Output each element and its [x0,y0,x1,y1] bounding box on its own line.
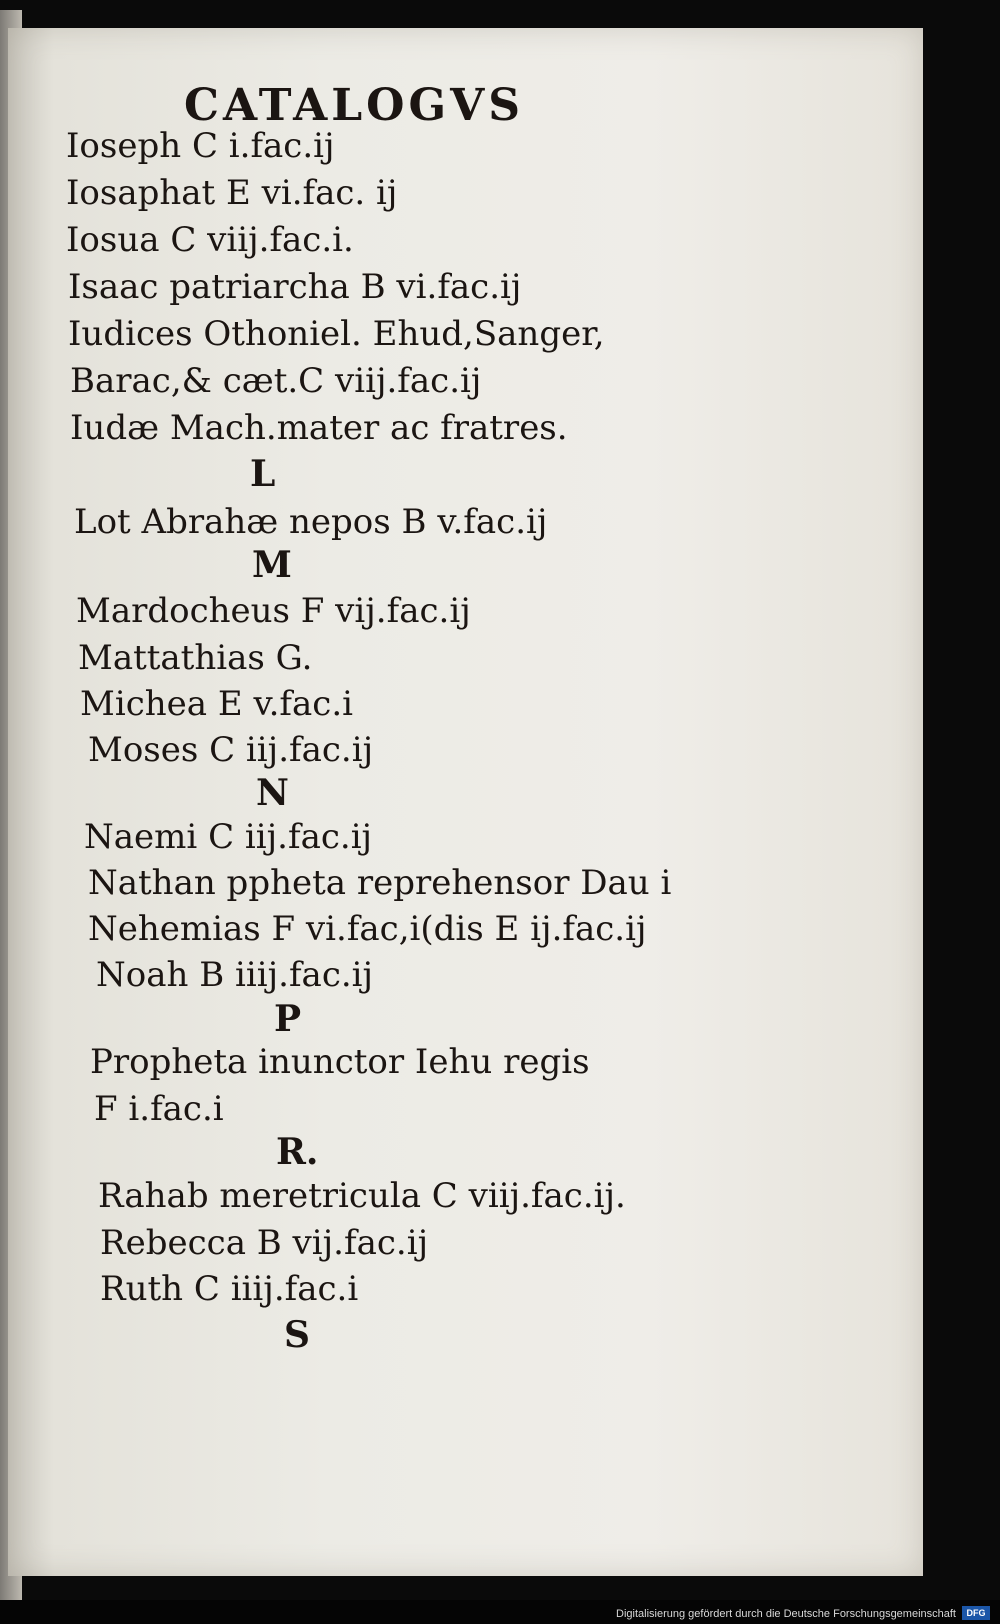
show-through-text [568,68,908,788]
section-letter-m: M [252,544,292,586]
entry-nehemias: Nehemias F vi.fac,i(dis E ij.fac.ij [88,909,647,949]
entry-propheta-ref: F i.fac.i [94,1089,224,1129]
entry-rahab: Rahab meretricula C viij.fac.ij. [98,1176,626,1216]
entry-michea: Michea E v.fac.i [80,684,354,724]
digitization-footer [0,1600,1000,1624]
entry-isaac: Isaac patriarcha B vi.fac.ij [68,267,522,307]
page-heading: CATALOGVS [184,80,524,131]
book-page [8,28,923,1576]
entry-ioseph: Ioseph C i.fac.ij [66,126,335,166]
entry-ruth: Ruth C iiij.fac.i [100,1269,359,1309]
section-letter-l: L [250,453,276,495]
entry-moses: Moses C iij.fac.ij [88,730,374,770]
entry-iudices: Iudices Othoniel. Ehud,Sanger, [68,314,605,354]
entry-iudae: Iudæ Mach.mater ac fratres. [70,408,568,448]
entry-rebecca: Rebecca B vij.fac.ij [100,1223,429,1263]
section-letter-n: N [256,772,289,814]
section-letter-p: P [274,998,302,1040]
entry-barac: Barac,& cæt.C viij.fac.ij [70,361,482,401]
entry-noah: Noah B iiij.fac.ij [96,955,374,995]
entry-mardocheus: Mardocheus F vij.fac.ij [76,591,471,631]
entry-lot: Lot Abrahæ nepos B v.fac.ij [74,502,548,542]
footer-credit: Digitalisierung gefördert durch die Deutsche Forschungsgemeinschaft [616,1608,956,1620]
entry-nathan: Nathan ppheta reprehensor Dau i [88,863,672,903]
entry-mattathias: Mattathias G. [78,638,313,678]
dfg-logo: DFG [962,1606,990,1620]
entry-iosaphat: Iosaphat E vi.fac. ij [66,173,398,213]
catchword-s: S [284,1314,310,1356]
entry-naemi: Naemi C iij.fac.ij [84,817,373,857]
section-letter-r: R. [276,1131,319,1173]
entry-propheta: Propheta inunctor Iehu regis [90,1042,590,1082]
entry-iosua: Iosua C viij.fac.i. [66,220,354,260]
